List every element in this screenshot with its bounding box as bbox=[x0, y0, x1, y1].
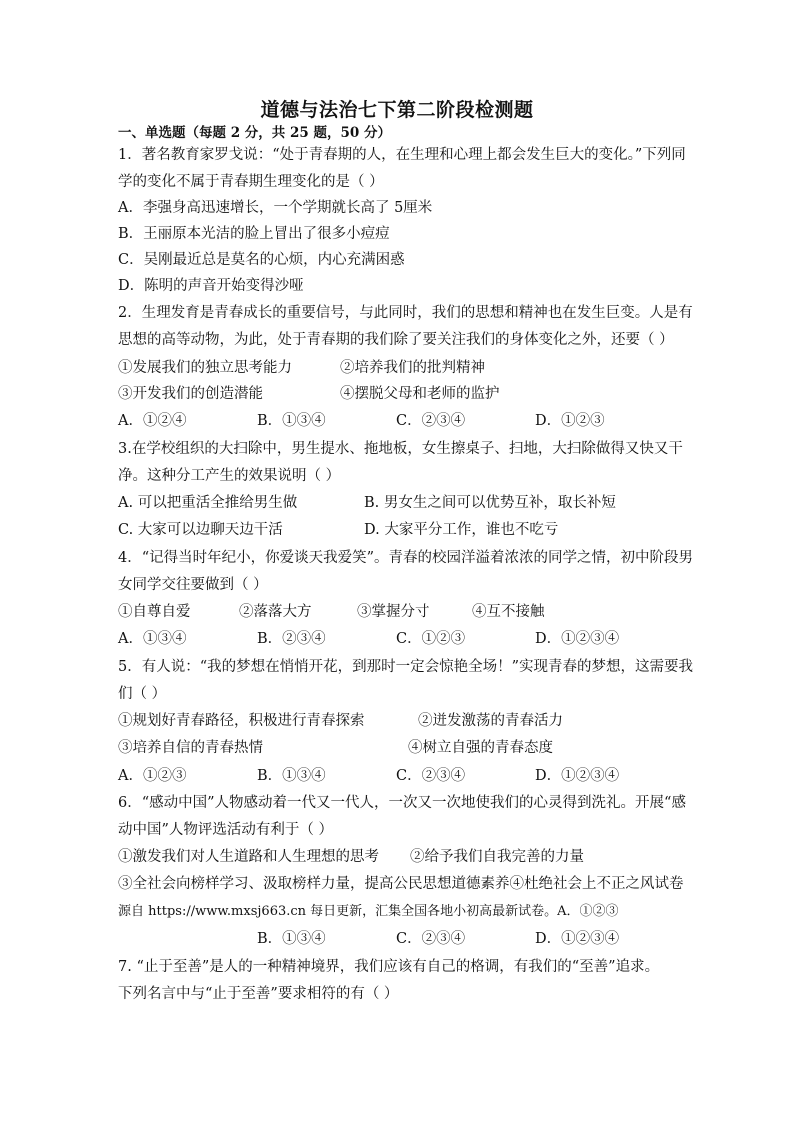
q6-option-c: C．②③④ bbox=[396, 931, 466, 947]
q4-item-4: ④互不接触 bbox=[472, 604, 545, 620]
q2-item-1: ①发展我们的独立思考能力 bbox=[118, 360, 292, 376]
q5-item-3: ③培养自信的青春热情 bbox=[118, 740, 263, 756]
q5-item-4: ④树立自强的青春态度 bbox=[408, 740, 553, 756]
q3-option-a: A. 可以把重活全推给男生做 bbox=[118, 495, 298, 511]
q6-stem-line1: 6．“感动中国”人物感动着一代又一代人，一次又一次地使我们的心灵得到洗礼。开展“感 bbox=[118, 795, 686, 811]
q6-stem-line2: 动中国”人物评选活动有利于（ ） bbox=[118, 822, 334, 838]
q4-item-1: ①自尊自爱 bbox=[118, 604, 191, 620]
q4-stem-line1: 4．“记得当时年纪小，你爱谈天我爱笑”。青春的校园洋溢着浓浓的同学之情，初中阶段男 bbox=[118, 550, 694, 566]
q6-item-3-4: ③全社会向榜样学习、汲取榜样力量，提高公民思想道德素养④杜绝社会上不正之风试卷 bbox=[118, 876, 684, 892]
q7-stem-line2: 下列名言中与“止于至善”要求相符的有（ ） bbox=[118, 986, 399, 1002]
q5-stem-line2: 们（ ） bbox=[118, 686, 167, 702]
q1-stem-line2: 学的变化不属于青春期生理变化的是（ ） bbox=[118, 174, 384, 190]
q2-item-2: ②培养我们的批判精神 bbox=[340, 360, 485, 376]
q5-option-b: B．①③④ bbox=[257, 768, 326, 784]
q3-option-d: D. 大家平分工作，谁也不吃亏 bbox=[364, 522, 559, 538]
q4-item-3: ③掌握分寸 bbox=[357, 604, 430, 620]
q4-option-b: B．②③④ bbox=[257, 631, 326, 647]
q5-stem-line1: 5．有人说：“我的梦想在悄悄开花，到那时一定会惊艳全场！”实现青春的梦想，这需要我 bbox=[118, 659, 694, 675]
q2-item-3: ③开发我们的创造潜能 bbox=[118, 386, 263, 402]
q2-option-a: A．①②④ bbox=[118, 413, 187, 429]
q5-option-a: A．①②③ bbox=[118, 768, 187, 784]
q1-option-b: B．王丽原本光洁的脸上冒出了很多小痘痘 bbox=[118, 226, 390, 242]
q1-option-d: D．陈明的声音开始变得沙哑 bbox=[118, 278, 304, 294]
q1-option-c: C．吴刚最近总是莫名的心烦，内心充满困惑 bbox=[118, 252, 405, 268]
section-heading: 一、单选题（每题 2 分，共 25 题，50 分） bbox=[118, 125, 391, 141]
q2-option-d: D．①②③ bbox=[535, 413, 605, 429]
q4-item-2: ②落落大方 bbox=[239, 604, 312, 620]
q6-option-b: B．①③④ bbox=[257, 931, 326, 947]
page-title: 道德与法治七下第二阶段检测题 bbox=[260, 99, 534, 121]
q6-item-1: ①激发我们对人生道路和人生理想的思考 bbox=[118, 849, 379, 865]
q4-stem-line2: 女同学交往要做到（ ） bbox=[118, 577, 268, 593]
q3-option-b: B. 男女生之间可以优势互补，取长补短 bbox=[364, 495, 616, 511]
q1-stem-line1: 1．著名教育家罗戈说：“处于青春期的人，在生理和心理上都会发生巨大的变化。”下列同 bbox=[118, 147, 686, 163]
q5-item-1: ①规划好青春路径，积极进行青春探索 bbox=[118, 713, 365, 729]
q3-option-c: C. 大家可以边聊天边干活 bbox=[118, 522, 283, 538]
q4-option-d: D．①②③④ bbox=[535, 631, 620, 647]
q2-item-4: ④摆脱父母和老师的监护 bbox=[340, 386, 500, 402]
q2-stem-line2: 思想的高等动物，为此，处于青春期的我们除了要关注我们的身体变化之外，还要（ ） bbox=[118, 332, 674, 348]
q3-stem-line1: 3.在学校组织的大扫除中，男生提水、拖地板，女生擦桌子、扫地，大扫除做得又快又干 bbox=[118, 441, 683, 457]
q1-option-a: A．李强身高迅速增长，一个学期就长高了 5厘米 bbox=[118, 200, 433, 216]
q6-source-line: 源自 https://www.mxsj663.cn 每日更新，汇集全国各地小初高最新试卷。A．①②③ bbox=[118, 904, 619, 919]
q4-option-c: C．①②③ bbox=[396, 631, 466, 647]
q2-option-c: C．②③④ bbox=[396, 413, 466, 429]
q5-option-c: C．②③④ bbox=[396, 768, 466, 784]
q5-item-2: ②迸发激荡的青春活力 bbox=[418, 713, 563, 729]
q2-option-b: B．①③④ bbox=[257, 413, 326, 429]
q6-option-d: D．①②③④ bbox=[535, 931, 620, 947]
q5-option-d: D．①②③④ bbox=[535, 768, 620, 784]
q2-stem-line1: 2．生理发育是青春成长的重要信号，与此同时，我们的思想和精神也在发生巨变。人是有 bbox=[118, 305, 693, 321]
q3-stem-line2: 净。这种分工产生的效果说明（ ） bbox=[118, 468, 341, 484]
q6-item-2: ②给予我们自我完善的力量 bbox=[410, 849, 584, 865]
q7-stem-line1: 7. “止于至善”是人的一种精神境界，我们应该有自己的格调，有我们的“至善”追求。 bbox=[118, 959, 660, 975]
q4-option-a: A．①③④ bbox=[118, 631, 187, 647]
